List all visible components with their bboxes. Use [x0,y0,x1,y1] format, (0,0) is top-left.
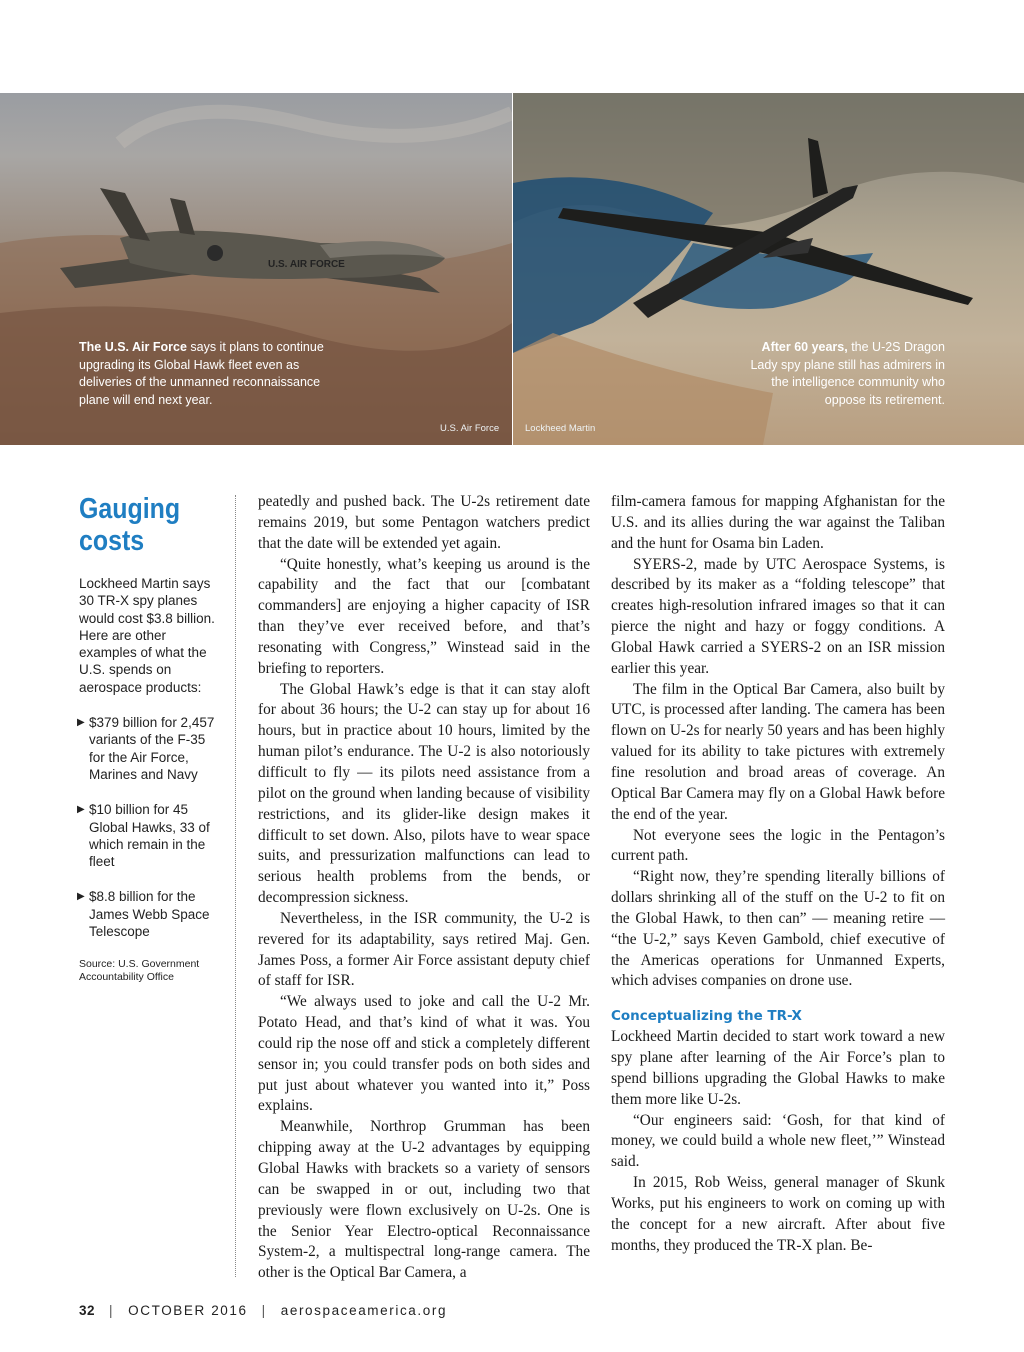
right-photo-credit: Lockheed Martin [525,423,596,434]
sidebar-list-item [79,801,219,870]
triangle-bullet-icon: ▶ [77,717,85,729]
triangle-bullet-icon: ▶ [77,891,85,903]
u2-dragon-lady-photo [513,93,1024,445]
left-photo-caption [79,339,354,409]
paragraph: In 2015, Rob Weiss, general manager of Skunk Works, put his engineers to work on coming up with the concept for a new aircraft. After about five months, they produced the TR-X plan. Be- [611,1174,945,1254]
paragraph: Nevertheless, in the ISR community, the U-2 is revered for its adaptability, says retired Maj. Gen. James Poss, a former Air Force assistant deputy chief of staff for ISR. [258,909,590,990]
sidebar-source: Source: U.S. Government Accountability Office [79,958,200,983]
page-footer [79,1303,447,1318]
article-column-2 [611,492,945,1257]
left-photo-credit: U.S. Air Force [440,423,500,434]
sidebar-list-item [79,888,219,940]
paragraph: The film in the Optical Bar Camera, also built by UTC, is processed after landing. The camera has been flown on U-2s for nearly 50 years and has been highly valued for its ability to take pictures with extremely fine resolution and broad areas of coverage. An Optical Bar Camera may fly on a Global Hawk before the end of the year. [611,680,945,823]
issue-date: OCTOBER 2016 [128,1303,248,1318]
footer-separator: | [109,1303,115,1318]
sidebar-title: Gauging costs [79,493,181,557]
column-divider [235,495,236,1277]
article-column-1 [258,492,590,1284]
footer-separator: | [261,1303,267,1318]
paragraph: Meanwhile, Northrop Grumman has been chipping away at the U-2 advantages by equipping Global Hawks with brackets so a variety of sensors can be swapped in or out, including two that previously were flown exclusively on U-2s. One is the Senior Year Electro-optical Reconnaissance System-2, a multispectral long-range camera. The other is the Optical Bar Camera, a [258,1118,590,1282]
sidebar-item-text: $10 billion for 45 Global Hawks, 33 of which remain in the fleet [89,802,210,870]
right-caption-bold: After 60 years, [761,340,848,354]
sidebar-intro: Lockheed Martin says 30 TR-X spy planes would cost $3.8 billion. Here are other examples of what the U.S. spends on aerospace products: [79,576,215,695]
paragraph: Not everyone sees the logic in the Pentagon’s current path. [611,826,945,865]
triangle-bullet-icon: ▶ [77,804,85,816]
sidebar-item-text: $379 billion for 2,457 variants of the F-35 for the Air Force, Marines and Navy [89,715,215,782]
right-caption-text: the U-2S Dragon Lady spy plane still has admirers in the intelligence community who oppose its retirement. [750,340,945,407]
sidebar-list [79,714,219,940]
paragraph: “Our engineers said: ‘Gosh, for that kind of money, we could build a whole new fleet,’” Winstead said. [611,1111,945,1171]
paragraph: The Global Hawk’s edge is that it can stay aloft for about 36 hours; the U-2 can stay up for about 16 hours, but in practice about 10 hours, limited by the human pilot’s endurance. The U-2 is also notoriously difficult to fly — its pilots need assistance from a pilot on the ground when landing because of visibility restrictions, and its glider-like design makes it difficult to set down. Also, pilots have to wear space suits, and pressurization malfunctions can lead to serious health problems from the bends, or decompression sickness. [258,680,590,907]
sidebar-gauging-costs [79,493,219,983]
paragraph: peatedly and pushed back. The U-2s retirement date remains 2019, but some Pentagon watchers predict that the date will be extended yet again. [258,493,590,552]
paragraph: film-camera famous for mapping Afghanistan for the U.S. and its allies during the war against the Taliban and the hunt for Osama bin Laden. [611,493,945,552]
website-link[interactable]: aerospaceamerica.org [280,1303,448,1318]
left-caption-bold: The U.S. Air Force [79,340,187,354]
paragraph: “We always used to joke and call the U-2 Mr. Potato Head, and that’s kind of what it was. You could rip the nose off and stick a completely different sensor in; you could transfer pods on both sides and put just about whatever you wanted into it,” Poss explains. [258,993,590,1115]
paragraph: “Right now, they’re spending literally billions of dollars shrinking all of the stuff on the U-2 to fit on the Global Hawk, to then can” — meaning retire — “the U-2,” says Keven Gambold, chief executive of the Americas operations for Unmanned Experts, which advises companies on drone use. [611,868,945,990]
fuselage-text: U.S. AIR FORCE [268,259,345,270]
sidebar-item-text: $8.8 billion for the James Webb Space Telescope [89,889,210,940]
page-number: 32 [79,1303,96,1318]
sidebar-list-item [79,714,219,783]
section-subhead: Conceptualizing the TR-X [611,1008,802,1025]
left-caption-text: says it plans to continue upgrading its Global Hawk fleet even as deliveries of the unmanned reconnaissance plane will end next year. [79,340,324,407]
paragraph: “Quite honestly, what’s keeping us around is the capability and the fact that our [combatant commanders] are enjoying a higher capacity of ISR than they’ve ever received before, and that’s resonating with Congress,” Winstead said in the briefing to reporters. [258,555,590,677]
right-photo-caption [745,339,945,409]
photo-strip [0,93,1024,445]
global-hawk-photo [0,93,512,445]
paragraph: Lockheed Martin decided to start work toward a new spy plane after learning of the Air Force’s plan to spend billions upgrading the Global Hawks to make them more like U-2s. [611,1028,945,1108]
paragraph: SYERS-2, made by UTC Aerospace Systems, is described by its maker as a “folding telescope” that creates high-resolution infrared images so that it can pierce the night and hazy or foggy conditions. A Global Hawk carried a SYERS-2 on an ISR mission earlier this year. [611,555,945,677]
